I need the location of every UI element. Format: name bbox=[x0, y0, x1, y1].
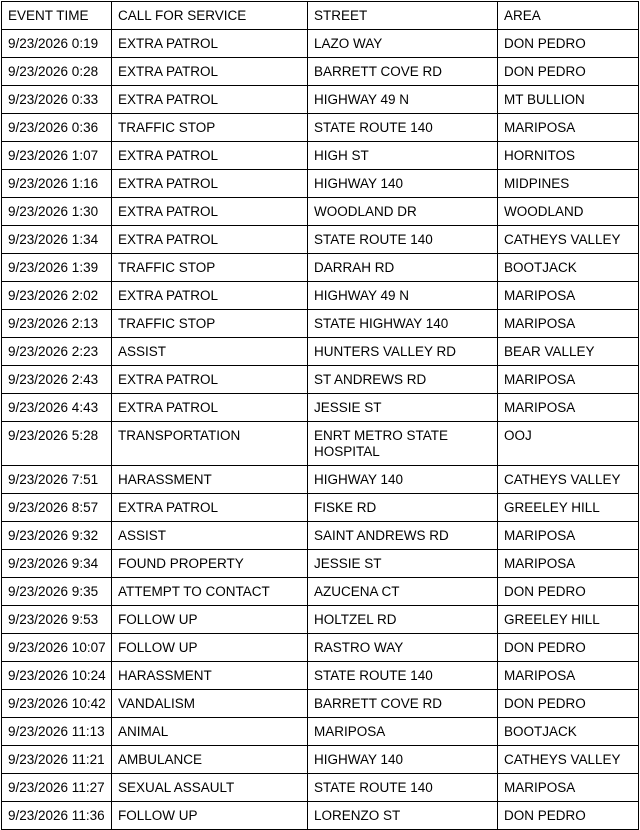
cell-call-for-service: EXTRA PATROL bbox=[112, 394, 308, 422]
cell-call-for-service: HARASSMENT bbox=[112, 662, 308, 690]
table-header bbox=[2, 2, 639, 30]
cell-event-time: 9/23/2026 9:32 bbox=[2, 522, 112, 550]
cell-event-time: 9/23/2026 5:28 bbox=[2, 422, 112, 466]
cell-event-time: 9/23/2026 1:16 bbox=[2, 170, 112, 198]
cell-street: JESSIE ST bbox=[308, 394, 498, 422]
table-row bbox=[2, 466, 639, 494]
cell-event-time: 9/23/2026 10:24 bbox=[2, 662, 112, 690]
cell-street: HIGHWAY 140 bbox=[308, 466, 498, 494]
cell-area: CATHEYS VALLEY bbox=[498, 746, 639, 774]
cell-event-time: 9/23/2026 2:43 bbox=[2, 366, 112, 394]
cell-area: MARIPOSA bbox=[498, 310, 639, 338]
table-row bbox=[2, 198, 639, 226]
cell-call-for-service: EXTRA PATROL bbox=[112, 142, 308, 170]
cell-event-time: 9/23/2026 2:23 bbox=[2, 338, 112, 366]
header-event-time: EVENT TIME bbox=[2, 2, 112, 30]
table-row bbox=[2, 86, 639, 114]
cell-area: DON PEDRO bbox=[498, 578, 639, 606]
cell-area: BOOTJACK bbox=[498, 718, 639, 746]
cell-call-for-service: EXTRA PATROL bbox=[112, 58, 308, 86]
cell-street: HIGHWAY 49 N bbox=[308, 282, 498, 310]
header-street: STREET bbox=[308, 2, 498, 30]
cell-street: BARRETT COVE RD bbox=[308, 58, 498, 86]
cell-call-for-service: ANIMAL bbox=[112, 718, 308, 746]
cell-call-for-service: FOLLOW UP bbox=[112, 606, 308, 634]
cell-call-for-service: SEXUAL ASSAULT bbox=[112, 774, 308, 802]
cell-event-time: 9/23/2026 9:34 bbox=[2, 550, 112, 578]
table-row bbox=[2, 690, 639, 718]
cell-street: ENRT METRO STATE HOSPITAL bbox=[308, 422, 498, 466]
cell-area: HORNITOS bbox=[498, 142, 639, 170]
cell-call-for-service: EXTRA PATROL bbox=[112, 86, 308, 114]
cell-street: STATE ROUTE 140 bbox=[308, 114, 498, 142]
cell-street: HOLTZEL RD bbox=[308, 606, 498, 634]
cell-area: CATHEYS VALLEY bbox=[498, 466, 639, 494]
cell-street: HIGHWAY 140 bbox=[308, 746, 498, 774]
cell-street: STATE HIGHWAY 140 bbox=[308, 310, 498, 338]
cell-street: STATE ROUTE 140 bbox=[308, 662, 498, 690]
cell-call-for-service: EXTRA PATROL bbox=[112, 226, 308, 254]
cell-event-time: 9/23/2026 0:28 bbox=[2, 58, 112, 86]
cell-call-for-service: EXTRA PATROL bbox=[112, 366, 308, 394]
table-row bbox=[2, 422, 639, 466]
table-row bbox=[2, 30, 639, 58]
cell-call-for-service: FOLLOW UP bbox=[112, 802, 308, 830]
cell-call-for-service: FOUND PROPERTY bbox=[112, 550, 308, 578]
table-row bbox=[2, 310, 639, 338]
cell-call-for-service: ASSIST bbox=[112, 338, 308, 366]
table-row bbox=[2, 254, 639, 282]
cell-area: MARIPOSA bbox=[498, 550, 639, 578]
cell-area: DON PEDRO bbox=[498, 802, 639, 830]
cell-event-time: 9/23/2026 4:43 bbox=[2, 394, 112, 422]
cell-event-time: 9/23/2026 1:39 bbox=[2, 254, 112, 282]
table-row bbox=[2, 802, 639, 830]
cell-call-for-service: EXTRA PATROL bbox=[112, 282, 308, 310]
cell-event-time: 9/23/2026 11:36 bbox=[2, 802, 112, 830]
cell-event-time: 9/23/2026 1:07 bbox=[2, 142, 112, 170]
cell-call-for-service: TRAFFIC STOP bbox=[112, 114, 308, 142]
table-row bbox=[2, 550, 639, 578]
cell-street: JESSIE ST bbox=[308, 550, 498, 578]
header-row bbox=[2, 2, 639, 30]
cell-area: DON PEDRO bbox=[498, 690, 639, 718]
table-row bbox=[2, 226, 639, 254]
table-row bbox=[2, 114, 639, 142]
table-row bbox=[2, 282, 639, 310]
cell-street: RASTRO WAY bbox=[308, 634, 498, 662]
cell-event-time: 9/23/2026 1:30 bbox=[2, 198, 112, 226]
cell-event-time: 9/23/2026 11:27 bbox=[2, 774, 112, 802]
cell-area: MARIPOSA bbox=[498, 282, 639, 310]
table-row bbox=[2, 746, 639, 774]
table-row bbox=[2, 58, 639, 86]
cell-street: ST ANDREWS RD bbox=[308, 366, 498, 394]
cell-area: BEAR VALLEY bbox=[498, 338, 639, 366]
cell-area: OOJ bbox=[498, 422, 639, 466]
cell-event-time: 9/23/2026 0:36 bbox=[2, 114, 112, 142]
cell-street: LORENZO ST bbox=[308, 802, 498, 830]
cell-area: MARIPOSA bbox=[498, 366, 639, 394]
cell-street: LAZO WAY bbox=[308, 30, 498, 58]
cell-call-for-service: VANDALISM bbox=[112, 690, 308, 718]
cell-street: MARIPOSA bbox=[308, 718, 498, 746]
cell-call-for-service: HARASSMENT bbox=[112, 466, 308, 494]
cell-event-time: 9/23/2026 0:33 bbox=[2, 86, 112, 114]
table-row bbox=[2, 142, 639, 170]
table-row bbox=[2, 170, 639, 198]
cell-street: SAINT ANDREWS RD bbox=[308, 522, 498, 550]
cell-area: DON PEDRO bbox=[498, 634, 639, 662]
cell-area: MARIPOSA bbox=[498, 522, 639, 550]
table-row bbox=[2, 774, 639, 802]
cell-area: MIDPINES bbox=[498, 170, 639, 198]
cell-area: MARIPOSA bbox=[498, 394, 639, 422]
cell-event-time: 9/23/2026 10:07 bbox=[2, 634, 112, 662]
table-row bbox=[2, 662, 639, 690]
cell-event-time: 9/23/2026 11:21 bbox=[2, 746, 112, 774]
cell-street: HUNTERS VALLEY RD bbox=[308, 338, 498, 366]
cell-call-for-service: ASSIST bbox=[112, 522, 308, 550]
cell-street: FISKE RD bbox=[308, 494, 498, 522]
cell-area: CATHEYS VALLEY bbox=[498, 226, 639, 254]
cell-event-time: 9/23/2026 8:57 bbox=[2, 494, 112, 522]
cell-call-for-service: TRAFFIC STOP bbox=[112, 310, 308, 338]
cell-street: AZUCENA CT bbox=[308, 578, 498, 606]
cell-area: GREELEY HILL bbox=[498, 494, 639, 522]
table-body bbox=[2, 30, 639, 830]
table-row bbox=[2, 522, 639, 550]
cell-street: STATE ROUTE 140 bbox=[308, 774, 498, 802]
table-row bbox=[2, 578, 639, 606]
table-row bbox=[2, 606, 639, 634]
cell-area: DON PEDRO bbox=[498, 30, 639, 58]
cell-area: GREELEY HILL bbox=[498, 606, 639, 634]
table-row bbox=[2, 366, 639, 394]
table-row bbox=[2, 394, 639, 422]
cell-area: MARIPOSA bbox=[498, 774, 639, 802]
cell-call-for-service: TRAFFIC STOP bbox=[112, 254, 308, 282]
table-row bbox=[2, 338, 639, 366]
cell-street: HIGH ST bbox=[308, 142, 498, 170]
cell-call-for-service: EXTRA PATROL bbox=[112, 198, 308, 226]
table-row bbox=[2, 718, 639, 746]
call-log-table bbox=[1, 1, 639, 830]
cell-street: HIGHWAY 49 N bbox=[308, 86, 498, 114]
cell-event-time: 9/23/2026 2:02 bbox=[2, 282, 112, 310]
cell-event-time: 9/23/2026 10:42 bbox=[2, 690, 112, 718]
cell-area: MARIPOSA bbox=[498, 114, 639, 142]
cell-call-for-service: TRANSPORTATION bbox=[112, 422, 308, 466]
cell-event-time: 9/23/2026 11:13 bbox=[2, 718, 112, 746]
cell-street: WOODLAND DR bbox=[308, 198, 498, 226]
cell-event-time: 9/23/2026 1:34 bbox=[2, 226, 112, 254]
cell-call-for-service: EXTRA PATROL bbox=[112, 494, 308, 522]
header-area: AREA bbox=[498, 2, 639, 30]
cell-area: BOOTJACK bbox=[498, 254, 639, 282]
cell-area: MT BULLION bbox=[498, 86, 639, 114]
cell-event-time: 9/23/2026 2:13 bbox=[2, 310, 112, 338]
cell-call-for-service: EXTRA PATROL bbox=[112, 170, 308, 198]
cell-area: MARIPOSA bbox=[498, 662, 639, 690]
header-call-for-service: CALL FOR SERVICE bbox=[112, 2, 308, 30]
cell-area: WOODLAND bbox=[498, 198, 639, 226]
cell-event-time: 9/23/2026 0:19 bbox=[2, 30, 112, 58]
cell-street: HIGHWAY 140 bbox=[308, 170, 498, 198]
cell-call-for-service: ATTEMPT TO CONTACT bbox=[112, 578, 308, 606]
cell-street: STATE ROUTE 140 bbox=[308, 226, 498, 254]
cell-event-time: 9/23/2026 9:53 bbox=[2, 606, 112, 634]
cell-street: BARRETT COVE RD bbox=[308, 690, 498, 718]
table-row bbox=[2, 494, 639, 522]
cell-event-time: 9/23/2026 7:51 bbox=[2, 466, 112, 494]
cell-call-for-service: AMBULANCE bbox=[112, 746, 308, 774]
cell-event-time: 9/23/2026 9:35 bbox=[2, 578, 112, 606]
cell-area: DON PEDRO bbox=[498, 58, 639, 86]
cell-call-for-service: FOLLOW UP bbox=[112, 634, 308, 662]
table-row bbox=[2, 634, 639, 662]
cell-call-for-service: EXTRA PATROL bbox=[112, 30, 308, 58]
cell-street: DARRAH RD bbox=[308, 254, 498, 282]
